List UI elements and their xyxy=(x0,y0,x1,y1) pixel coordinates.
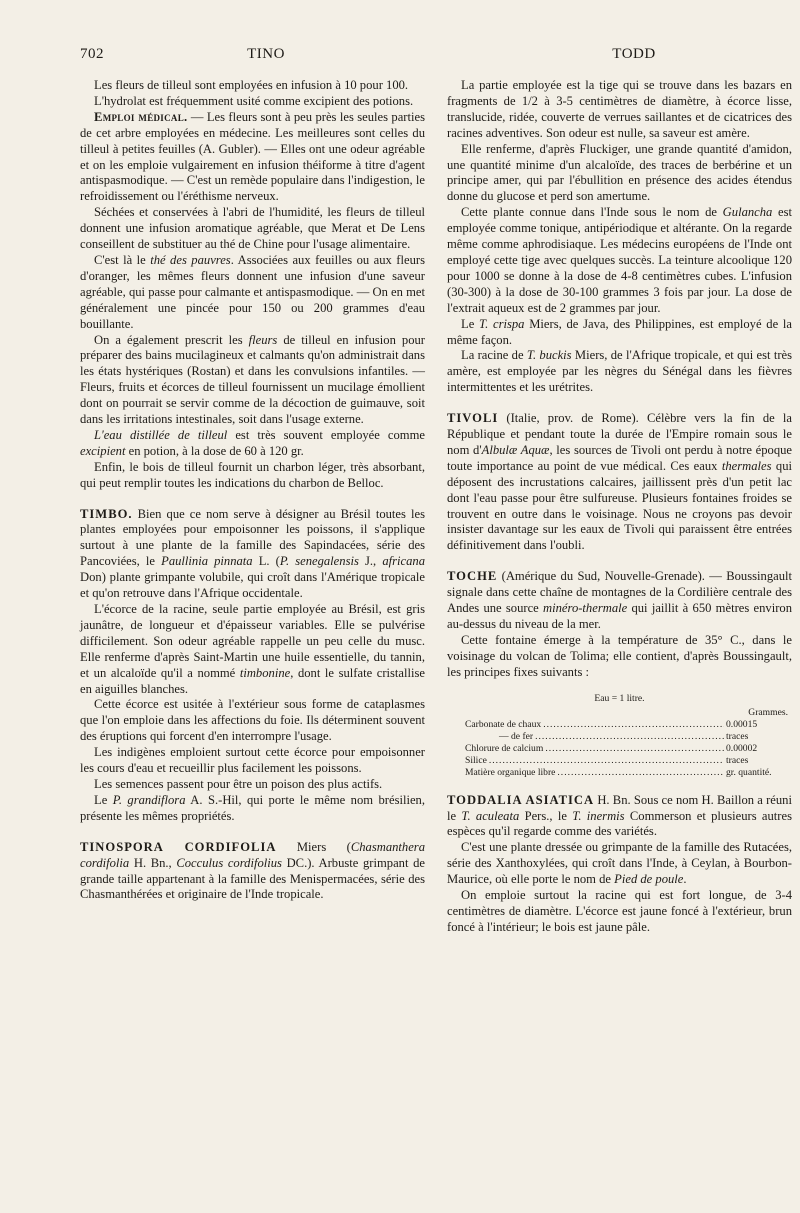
paragraph: Les indigènes emploient surtout cette écorce pour empoisonner les cours d'eau et recueillir plus facilement les poissons. xyxy=(80,745,425,776)
paragraph: Cette fontaine émerge à la température de 35° C., dans le voisinage du volcan de Tolima; elle contient, d'après Boussingault, les principes fixes suivants : xyxy=(447,632,792,679)
running-head-left: TINO xyxy=(247,46,285,62)
entry-heading: TOCHE xyxy=(447,569,498,584)
entry-heading: TINOSPORA CORDIFOLIA xyxy=(80,839,277,854)
table-row: — de fer ..... traces xyxy=(447,731,792,743)
paragraph: L'écorce de la racine, seule partie employée au Brésil, est gris jaunâtre, de longueur et d'épaisseur variables. Elle se pulvérise difficilement. Son odeur agréable rappelle un peu celle du musc. Elle renferme d'après Saint-Martin une huile essentielle, du tannin, et un alcaloïde qu'il a nommé timbonine, dont le sulfate cristallise en aiguilles blanches. xyxy=(80,602,425,696)
paragraph: Cette plante connue dans l'Inde sous le nom de Gulancha est employée comme tonique, antipériodique et altérante. On la regarde même comme aphrodisiaque. Les médecins européens de l'Inde ont employé cette tige avec quelques succès. La teinture alcoolique 120 pour 1000 se donne à la dose de 4-8 centimètres cubes. L'infusion (30-300) à la dose de 30-100 grammes 3 fois par jour. La dose de l'extrait aqueux est de 2 grammes par jour. xyxy=(447,205,792,315)
paragraph: Le T. crispa Miers, de Java, des Philippines, est employé de la même façon. xyxy=(447,316,792,347)
entry-timbo: TIMBO. Bien que ce nom serve à désigner au Brésil toutes les plantes employées pour empoisonner les poissons, il s'applique surtout à une plante de la famille des Sapindacées, série des Pancoviées, le Paullinia pinnata L. (P. senegalensis J., africana Don) plante grimpante volubile, qui croît dans l'Amérique tropicale et qu'on retrouve dans l'Afrique occidentale. xyxy=(80,506,425,601)
paragraph: Les semences passent pour être un poison des plus actifs. xyxy=(94,776,383,791)
table-caption: Eau = 1 litre. xyxy=(594,692,645,704)
paragraph: La partie employée est la tige qui se trouve dans les bazars en fragments de 1/2 à 3-5 centimètres de diamètre, à écorce lisse, translucide, ridée, couverte de verrues saillantes et de cicatrices des racines adventives. Son odeur est nulle, sa saveur est amère. xyxy=(447,78,792,140)
entry-heading: TIVOLI xyxy=(447,411,499,426)
entry-heading: TIMBO. xyxy=(80,506,133,521)
entry-heading: TODDALIA ASIATICA xyxy=(447,792,595,807)
table-row: Carbonate de chaux ..... 0.00015 xyxy=(447,719,792,731)
paragraph: Elle renferme, d'après Fluckiger, une grande quantité d'amidon, une quantité minime d'un alcaloïde, des traces de berbérine et un principe amer, qui par l'ébullition en présence des acides étendus donne du glucose et perd son amertume. xyxy=(447,141,792,204)
paragraph: L'hydrolat est fréquemment usité comme excipient des potions. xyxy=(94,93,414,108)
table-row: Matière organique libre ..... gr. quantité. xyxy=(447,767,792,779)
paragraph: Séchées et conservées à l'abri de l'humidité, les fleurs de tilleul donnent une infusion aromatique agréable, que Merat et De Lens conseillent de substituer au thé de Chine pour l'usage alimentaire. xyxy=(80,205,425,252)
paragraph: Emploi médical. — Les fleurs sont à peu près les seules parties de cet arbre employées en médecine. Les meilleures sont celles du tilleul à petites feuilles (A. Gubler). — Elles ont une odeur agréable et on les emploie vulgairement en infusion théiforme à titre d'agent antispasmodique. — C'est un remède populaire dans l'indigestion, le refroidissement ou l'éréthisme nerveux. xyxy=(80,109,425,204)
left-column xyxy=(80,78,425,903)
paragraph: Cette écorce est usitée à l'extérieur sous forme de cataplasmes que l'on emploie dans les affections du foie. Ils déterminent souvent des éruptions qui forcent d'en interrompre l'usage. xyxy=(80,697,425,744)
section-label: Emploi médical. xyxy=(94,109,188,124)
table-row: Chlorure de calcium ..... 0.00002 xyxy=(447,743,792,755)
table-row: Silice ..... traces xyxy=(447,755,792,767)
paragraph: C'est là le thé des pauvres. Associées aux feuilles ou aux fleurs d'oranger, les mêmes fleurs donnent une infusion d'une saveur agréable, qui passe pour calmante et antispasmodique. — On en met généralement une pincée pour 150 ou 200 grammes d'eau bouillante. xyxy=(80,252,425,331)
running-head-right: TODD xyxy=(612,46,656,62)
composition-table xyxy=(447,693,792,779)
paragraph: Les fleurs de tilleul sont employées en infusion à 10 pour 100. xyxy=(94,78,409,92)
paragraph: C'est une plante dressée ou grimpante de la famille des Rutacées, série des Xanthoxylées, qui croît dans l'Inde, à Ceylan, à Bourbon-Maurice, où elle porte le nom de Pied de poule. xyxy=(447,840,792,887)
paragraph: L'eau distillée de tilleul est très souvent employée comme excipient en potion, à la dose de 60 à 120 gr. xyxy=(80,427,425,458)
paragraph: Enfin, le bois de tilleul fournit un charbon léger, très absorbant, qui peut remplir toutes les indications du charbon de Belloc. xyxy=(80,459,425,490)
entry-toche: TOCHE (Amérique du Sud, Nouvelle-Grenade). — Boussingault signale dans cette chaîne de montagnes de la Cordilière centrale des Andes une source minéro-thermale qui jaillit à 650 mètres environ au-dessus du niveau de la mer. xyxy=(447,569,792,631)
entry-toddalia: TODDALIA ASIATICA H. Bn. Sous ce nom H. Baillon a réuni le T. aculeata Pers., le T. inermis Commerson et plusieurs autres espèces qu'il regarde comme des variétés. xyxy=(447,792,792,839)
paragraph: Le P. grandiflora A. S.-Hil, qui porte le même nom brésilien, présente les mêmes propriétés. xyxy=(80,792,426,823)
table-unit: Grammes. xyxy=(748,706,788,718)
paragraph: On a également prescrit les fleurs de tilleul en infusion pour préparer des bains mucilagineux et calmants qu'on administrait dans les états hystériques (Rostan) et dans les convulsions infantiles. — Fleurs, fruits et écorces de tilleul fournissent un mucilage émollient dont on pourrait se servir comme de la décoction de guimauve, soit dans les irritations intestinales, soit dans l'usage externe. xyxy=(80,332,425,427)
entry-tinospora: TINOSPORA CORDIFOLIA Miers (Chasmanthera cordifolia H. Bn., Cocculus cordifolius DC.). Arbuste grimpant de grande taille appartenant à la famille des Menispermacées, série des Chasmanthérées et originaire de l'Inde tropicale. xyxy=(80,839,425,902)
page-number: 702 xyxy=(80,46,104,62)
paragraph: La racine de T. buckis Miers, de l'Afrique tropicale, et qui est très amère, est employée par les nègres du Sénégal dans les fièvres intermittentes et les urétrites. xyxy=(447,348,793,395)
paragraph: On emploie surtout la racine qui est fort longue, de 3-4 centimètres de diamètre. L'écorce est jaune foncé à l'extérieur, brun foncé à l'intérieur; le bois est jaune pâle. xyxy=(447,888,792,934)
right-column xyxy=(447,78,792,936)
entry-tivoli: TIVOLI (Italie, prov. de Rome). Célèbre vers la fin de la République et pendant toute la durée de l'Empire romain sous le nom d'Albulæ Aquæ, les sources de Tivoli ont perdu à notre époque toute importance au point de vue médical. Ces eaux thermales qui déposent des incrustations calcaires, jaillissent près d'un petit lac dont l'eau passe pour être sulfureuse. Plusieurs fontaines froides se trouvent en outre dans le voisinage. Nous ne croyons pas devoir insister davantage sur les eaux de Tivoli qui paraissent être entrées définitivement dans l'oubli. xyxy=(447,411,793,553)
